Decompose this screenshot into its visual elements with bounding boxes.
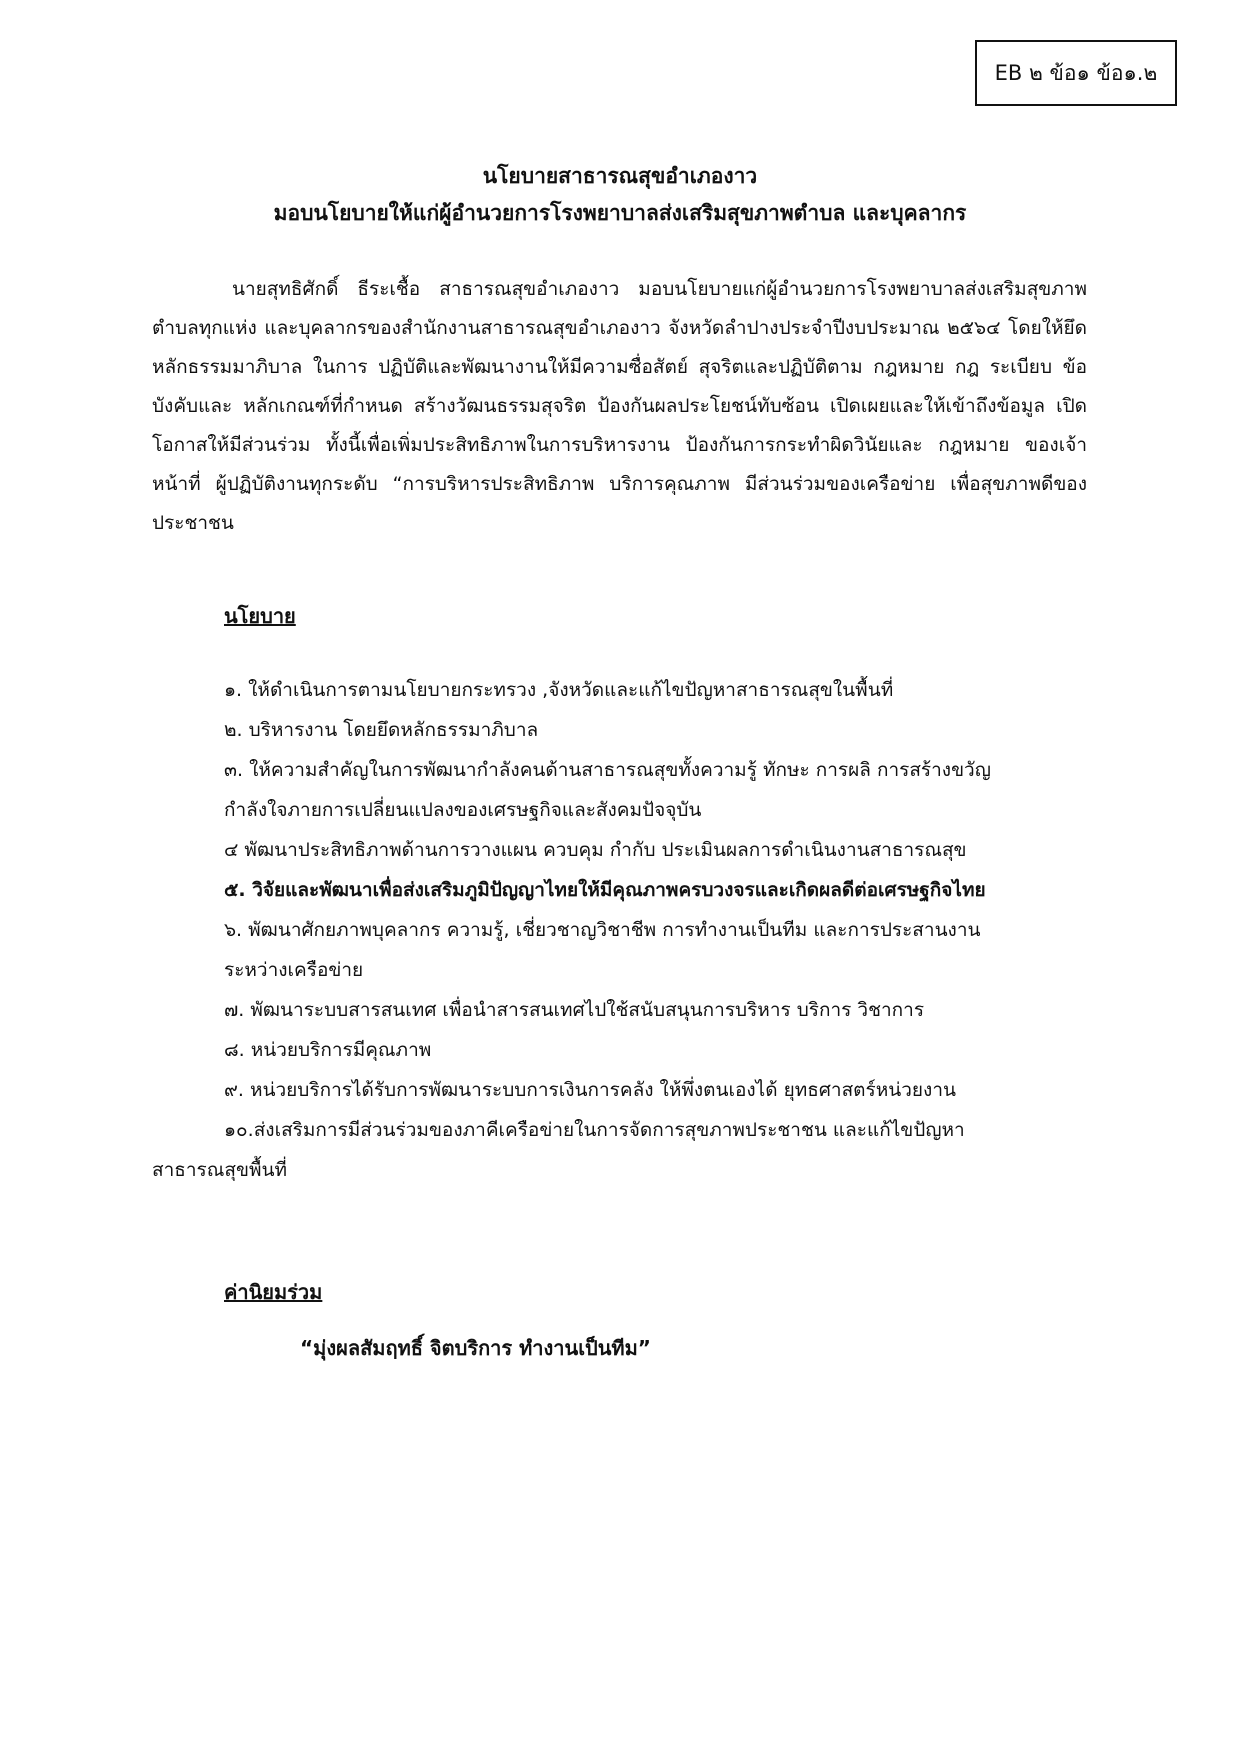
policy-item-7: ๗. พัฒนาระบบสารสนเทศ เพื่อนำสารสนเทศไปใช้สนับสนุนการบริหาร บริการ วิชาการ bbox=[224, 999, 925, 1021]
intro-paragraph: นายสุทธิศักดิ์ ธีระเชื้อ สาธารณสุขอำเภองาว มอบนโยบายแก่ผู้อำนวยการโรงพยาบาลส่งเสริมสุขภาพตำบลทุกแห่ง และบุคลากรของสำนักงานสาธารณสุขอำเภองาว จังหวัดลำปางประจำปีงบประมาณ ๒๕๖๔ โดยให้ยึดหลักธรรมมาภิบาล ในการ ปฏิบัติและพัฒนางานให้มีความซื่อสัตย์ สุจริตและปฏิบัติตาม กฎหมาย กฎ ระเบียบ ข้อบังคับและ หลักเกณฑ์ที่กำหนด สร้างวัฒนธรรมสุจริต ป้องกันผลประโยชน์ทับซ้อน เปิดเผยและให้เข้าถึงข้อมูล เปิดโอกาสให้มีส่วนร่วม ทั้งนี้เพื่อเพิ่มประสิทธิภาพในการบริหารงาน ป้องกันการกระทำผิดวินัยและ กฎหมาย ของเจ้าหน้าที่ ผู้ปฏิบัติงานทุกระดับ “การบริหารประสิทธิภาพ บริการคุณภาพ มีส่วนร่วมของเครือข่าย เพื่อสุขภาพดีของประชาชน bbox=[152, 278, 1087, 534]
policy-item-6: ๖. พัฒนาศักยภาพบุคลากร ความรู้, เชี่ยวชาญวิชาชีพ การทำงานเป็นทีม และการประสานงาน bbox=[224, 919, 981, 941]
title-line-1: นโยบายสาธารณสุขอำเภองาว bbox=[482, 164, 758, 188]
policy-item-9: ๙. หน่วยบริการได้รับการพัฒนาระบบการเงินการคลัง ให้พึ่งตนเองได้ ยุทธศาสตร์หน่วยงาน bbox=[224, 1079, 956, 1101]
title-line-2: มอบนโยบายให้แก่ผู้อำนวยการโรงพยาบาลส่งเสริมสุขภาพตำบล และบุคลากร bbox=[273, 201, 967, 225]
policy-item-3: ๓. ให้ความสำคัญในการพัฒนากำลังคนด้านสาธารณสุขทั้งความรู้ ทักษะ การผลิ การสร้างขวัญ bbox=[224, 759, 991, 781]
motto: “มุ่งผลสัมฤทธิ์ จิตบริการ ทำงานเป็นทีม” bbox=[300, 1336, 651, 1360]
policy-item-10: ๑๐.ส่งเสริมการมีส่วนร่วมของภาคีเครือข่ายในการจัดการสุขภาพประชาชน และแก้ไขปัญหา bbox=[224, 1119, 965, 1141]
policy-item-3-cont: กำลังใจภายการเปลี่ยนแปลงของเศรษฐกิจและสังคมปัจจุบัน bbox=[224, 799, 702, 821]
policy-item-4: ๔ พัฒนาประสิทธิภาพด้านการวางแผน ควบคุม กำกับ ประเมินผลการดำเนินงานสาธารณสุข bbox=[224, 839, 967, 861]
policy-item-1: ๑. ให้ดำเนินการตามนโยบายกระทรวง ,จังหวัดและแก้ไขปัญหาสาธารณสุขในพื้นที่ bbox=[224, 679, 894, 701]
policy-item-6-cont: ระหว่างเครือข่าย bbox=[224, 959, 364, 981]
policy-item-10-cont: สาธารณสุขพื้นที่ bbox=[152, 1159, 287, 1181]
policy-item-8: ๘. หน่วยบริการมีคุณภาพ bbox=[224, 1039, 432, 1061]
reference-code: EB ๒ ข้อ๑ ข้อ๑.๒ bbox=[994, 60, 1158, 85]
policy-item-5: ๕. วิจัยและพัฒนาเพื่อส่งเสริมภูมิปัญญาไทยให้มีคุณภาพครบวงจรและเกิดผลดีต่อเศรษฐกิจไทย bbox=[224, 879, 986, 901]
policy-item-2: ๒. บริหารงาน โดยยึดหลักธรรมาภิบาล bbox=[224, 719, 539, 741]
reference-box bbox=[975, 40, 1177, 106]
policy-heading: นโยบาย bbox=[224, 604, 296, 628]
values-heading: ค่านิยมร่วม bbox=[224, 1280, 323, 1304]
